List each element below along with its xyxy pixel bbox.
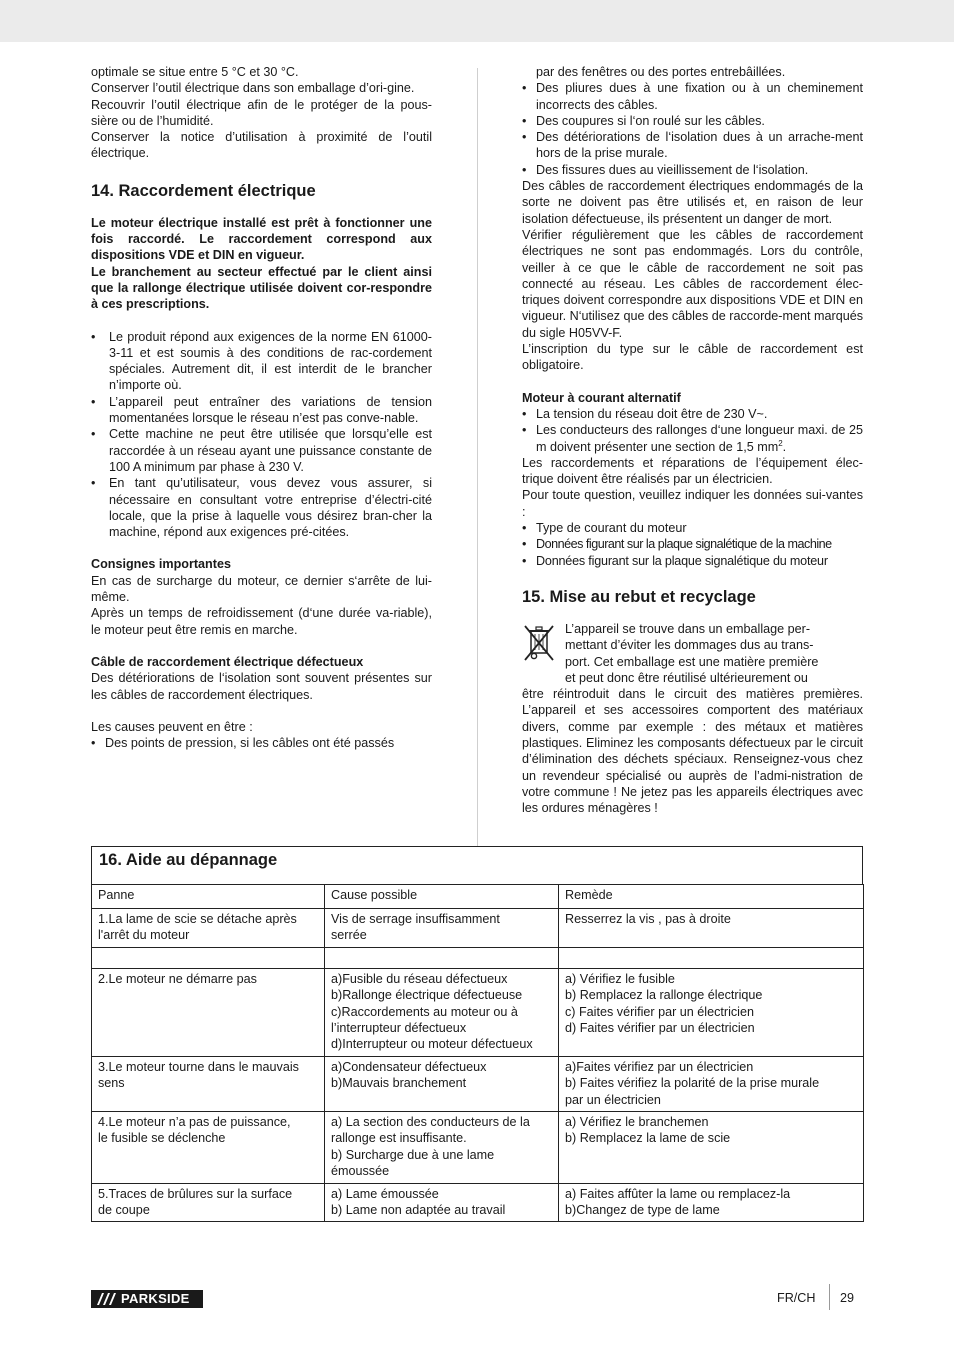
list-item: • Données figurant sur la plaque signalétique de la machine	[522, 536, 863, 552]
list-item: • Des points de pression, si les câbles ont été passés	[91, 735, 432, 751]
header-cell: Cause possible	[325, 885, 559, 909]
consignes-paragraph-2: Après un temps de refroidissement (d‘une durée va-riable), le moteur peut être remis en marche.	[91, 606, 432, 637]
table-cell: 4.Le moteur n’a pas de puissance, le fusible se déclenche	[92, 1112, 325, 1184]
table-cell: a) La section des conducteurs de la rallonge est insuffisante. b) Surcharge due à une lame émoussée	[325, 1112, 559, 1184]
right-column	[522, 64, 863, 816]
list-item: • Type de courant du moteur	[522, 520, 863, 536]
table-cell: 1.La lame de scie se détache après l'arrêt du moteur	[92, 909, 325, 948]
consignes-paragraph-1: En cas de surcharge du moteur, ce dernier s‘arrête de lui-même.	[91, 573, 432, 605]
table-cell: Vis de serrage insuffisamment serrée	[325, 909, 559, 948]
list-item: • La tension du réseau doit être de 230 V~.	[522, 406, 863, 422]
table-cell: a) Vérifiez le fusible b) Remplacez la rallonge électrique c) Faites vérifier par un électricien d) Faites vérifier par un électricien	[559, 969, 864, 1057]
section-14-heading: 14. Raccordement électrique	[91, 181, 316, 200]
table-row	[92, 1184, 864, 1222]
page-number: 29	[840, 1291, 855, 1305]
table-cell	[559, 948, 864, 969]
recycling-paragraph: être réintroduit dans le circuit des matières premières. L’appareil et ses accessoires comportent des matériaux divers, comme par exemple : des métaux et matières plastiques. Eliminez les composants défectueux par le circuit d’élimination des déchets spéciaux. Renseignez-vous chez un revendeur spécialisé ou auprès de l’admi-nistration de votre commune ! Ne jetez pas les appareils électriques avec les ordures ménagères !	[522, 687, 863, 816]
recycling-block	[522, 621, 863, 686]
section-15-heading: 15. Mise au rebut et recyclage	[522, 587, 756, 606]
cable-heading: Câble de raccordement électrique défectueux	[91, 654, 364, 669]
recycling-line: port. Cet emballage est une matière première	[565, 654, 819, 669]
table-row	[92, 969, 864, 1057]
storage-paragraph-3: Recouvrir l’outil électrique afin de le protéger de la pous-sière ou de l’humidité.	[91, 97, 432, 128]
causes-list-start	[91, 735, 432, 751]
parkside-stripes-icon	[94, 1293, 120, 1305]
inscription-paragraph: L’inscription du type sur le câble de raccordement est obligatoire.	[522, 342, 863, 373]
storage-paragraph-4: Conserver la notice d’utilisation à proximité de l’outil électrique.	[91, 130, 432, 161]
header-cell: Remède	[559, 885, 864, 909]
table-cell: a) Vérifiez le branchemen b) Remplacez la lame de scie	[559, 1112, 864, 1184]
header-cell: Panne	[92, 885, 325, 909]
table-cell: Resserrez la vis , pas à droite	[559, 909, 864, 948]
crossed-out-wheelie-bin-icon	[522, 623, 556, 663]
parkside-logo	[91, 1290, 203, 1308]
list-item: • Des coupures si l‘on roulé sur les câbles.	[522, 113, 863, 129]
table-cell: 2.Le moteur ne démarre pas	[92, 969, 325, 1057]
repairs-paragraph: Les raccordements et réparations de l’équipement élec-trique doivent être réalisés par un électricien.	[522, 455, 863, 487]
brand-name: PARKSIDE	[121, 1291, 190, 1306]
table-row	[92, 1112, 864, 1184]
list-item: • Des détériorations de l‘isolation dues à un arrache-ment hors de la prise murale.	[522, 129, 863, 162]
top-bar	[0, 0, 954, 42]
table-row	[92, 948, 864, 969]
verify-cables-paragraph: Vérifier régulièrement que les câbles de raccordement électriques ne sont pas endommagés. Lors du contrôle, veiller à ce que le câble de raccordement ne soit pas connecté au réseau. Les câbles de raccordement élec-triques doivent correspondre aux dispositions VDE et DIN en vigueur. N‘utilisez que des câbles de raccorde-ment marqués du sigle H05VV-F.	[522, 227, 863, 340]
table-cell: a)Fusible du réseau défectueux b)Rallonge électrique défectueuse c)Raccordements au moteur ou à l’interrupteur défectueux d)Interrupteur ou moteur défectueux	[325, 969, 559, 1057]
list-item: • L’appareil peut entraîner des variations de tension momentanées lorsque le réseau n’est pas conve-nable.	[91, 394, 432, 427]
left-column	[91, 64, 432, 751]
list-item: • En tant qu’utilisateur, vous devez vous assurer, si nécessaire en consultant votre entreprise d’électri-cité locale, que la prise à laquelle vous désirez bran-cher la machine, répond aux exigences pré-citées.	[91, 475, 432, 540]
list-item: • Cette machine ne peut être utilisée que lorsqu’elle est raccordée à un réseau ayant une puissance constante de 100 A minimum par phase à 230 V.	[91, 426, 432, 475]
troubleshooting-table	[91, 884, 864, 1222]
table-cell: a)Condensateur défectueux b)Mauvais branchement	[325, 1057, 559, 1112]
cable-paragraph: Des détériorations de l‘isolation sont souvent présentes sur les câbles de raccordement électriques.	[91, 671, 432, 702]
troubleshooting-section	[91, 846, 863, 1222]
question-paragraph: Pour toute question, veuillez indiquer les données sui-vantes :	[522, 488, 863, 519]
ac-motor-list	[522, 406, 863, 455]
footer-divider	[829, 1284, 830, 1310]
causes-intro: Les causes peuvent en être :	[91, 719, 253, 734]
causes-list	[522, 80, 863, 178]
column-divider	[477, 68, 478, 846]
s14-bold-paragraph-2: Le branchement au secteur effectué par le client ainsi que la rallonge électrique utilisée doivent cor-respondre à ces prescriptions.	[91, 264, 432, 312]
table-cell	[92, 948, 325, 969]
damaged-cables-paragraph: Des câbles de raccordement électriques endommagés de la sorte ne doivent pas être utilisés et, en raison de leur isolation défectueuse, ils présentent un danger de mort.	[522, 179, 863, 226]
language-code: FR/CH	[777, 1291, 816, 1305]
table-cell: a) Lame émoussée b) Lame non adaptée au travail	[325, 1184, 559, 1222]
table-cell: 5.Traces de brûlures sur la surface de coupe	[92, 1184, 325, 1222]
causes-continuation: par des fenêtres ou des portes entrebâillées.	[536, 65, 786, 79]
question-list	[522, 520, 863, 569]
recycling-line: L’appareil se trouve dans un emballage per-	[565, 621, 811, 636]
table-cell	[325, 948, 559, 969]
table-row	[92, 1057, 864, 1112]
table-cell: a) Faites affûter la lame ou remplacez-la b)Changez de type de lame	[559, 1184, 864, 1222]
consignes-heading: Consignes importantes	[91, 557, 231, 572]
table-header-row	[92, 885, 864, 909]
table-row	[92, 909, 864, 948]
storage-paragraph-2: Conserver l’outil électrique dans son emballage d’ori-gine.	[91, 81, 415, 96]
list-item: • Des pliures dues à une fixation ou à un cheminement incorrects des câbles.	[522, 80, 863, 113]
list-item: • Données figurant sur la plaque signalétique du moteur	[522, 553, 863, 569]
recycling-line: et peut donc être réutilisé ultérieurement ou	[565, 670, 808, 685]
recycling-line: mettant d’éviter les dommages dus au trans-	[565, 638, 814, 653]
section-16-heading: 16. Aide au dépannage	[91, 846, 863, 884]
ac-motor-heading: Moteur à courant alternatif	[522, 390, 681, 405]
list-item: • Des fissures dues au vieillissement de l‘isolation.	[522, 162, 863, 178]
s14-bullet-list	[91, 329, 432, 541]
list-item: • Le produit répond aux exigences de la norme EN 61000-3-11 et est soumis à des conditions de rac-cordement spéciales. Autrement dit, il est interdit de le brancher n’importe où.	[91, 329, 432, 394]
table-cell: a)Faites vérifiez par un électricien b) Faites vérifiez la polarité de la prise murale par un électricien	[559, 1057, 864, 1112]
s14-bold-paragraph-1: Le moteur électrique installé est prêt à fonctionner une fois raccordé. Le raccordement correspond aux dispositions VDE et DIN en vigueur.	[91, 215, 432, 263]
storage-paragraph-1: optimale se situe entre 5 °C et 30 °C.	[91, 65, 299, 79]
table-cell: 3.Le moteur tourne dans le mauvais sens	[92, 1057, 325, 1112]
list-item: • Les conducteurs des rallonges d‘une longueur maxi. de 25 m doivent présenter une section de 1,5 $mm^2$.	[522, 422, 863, 455]
